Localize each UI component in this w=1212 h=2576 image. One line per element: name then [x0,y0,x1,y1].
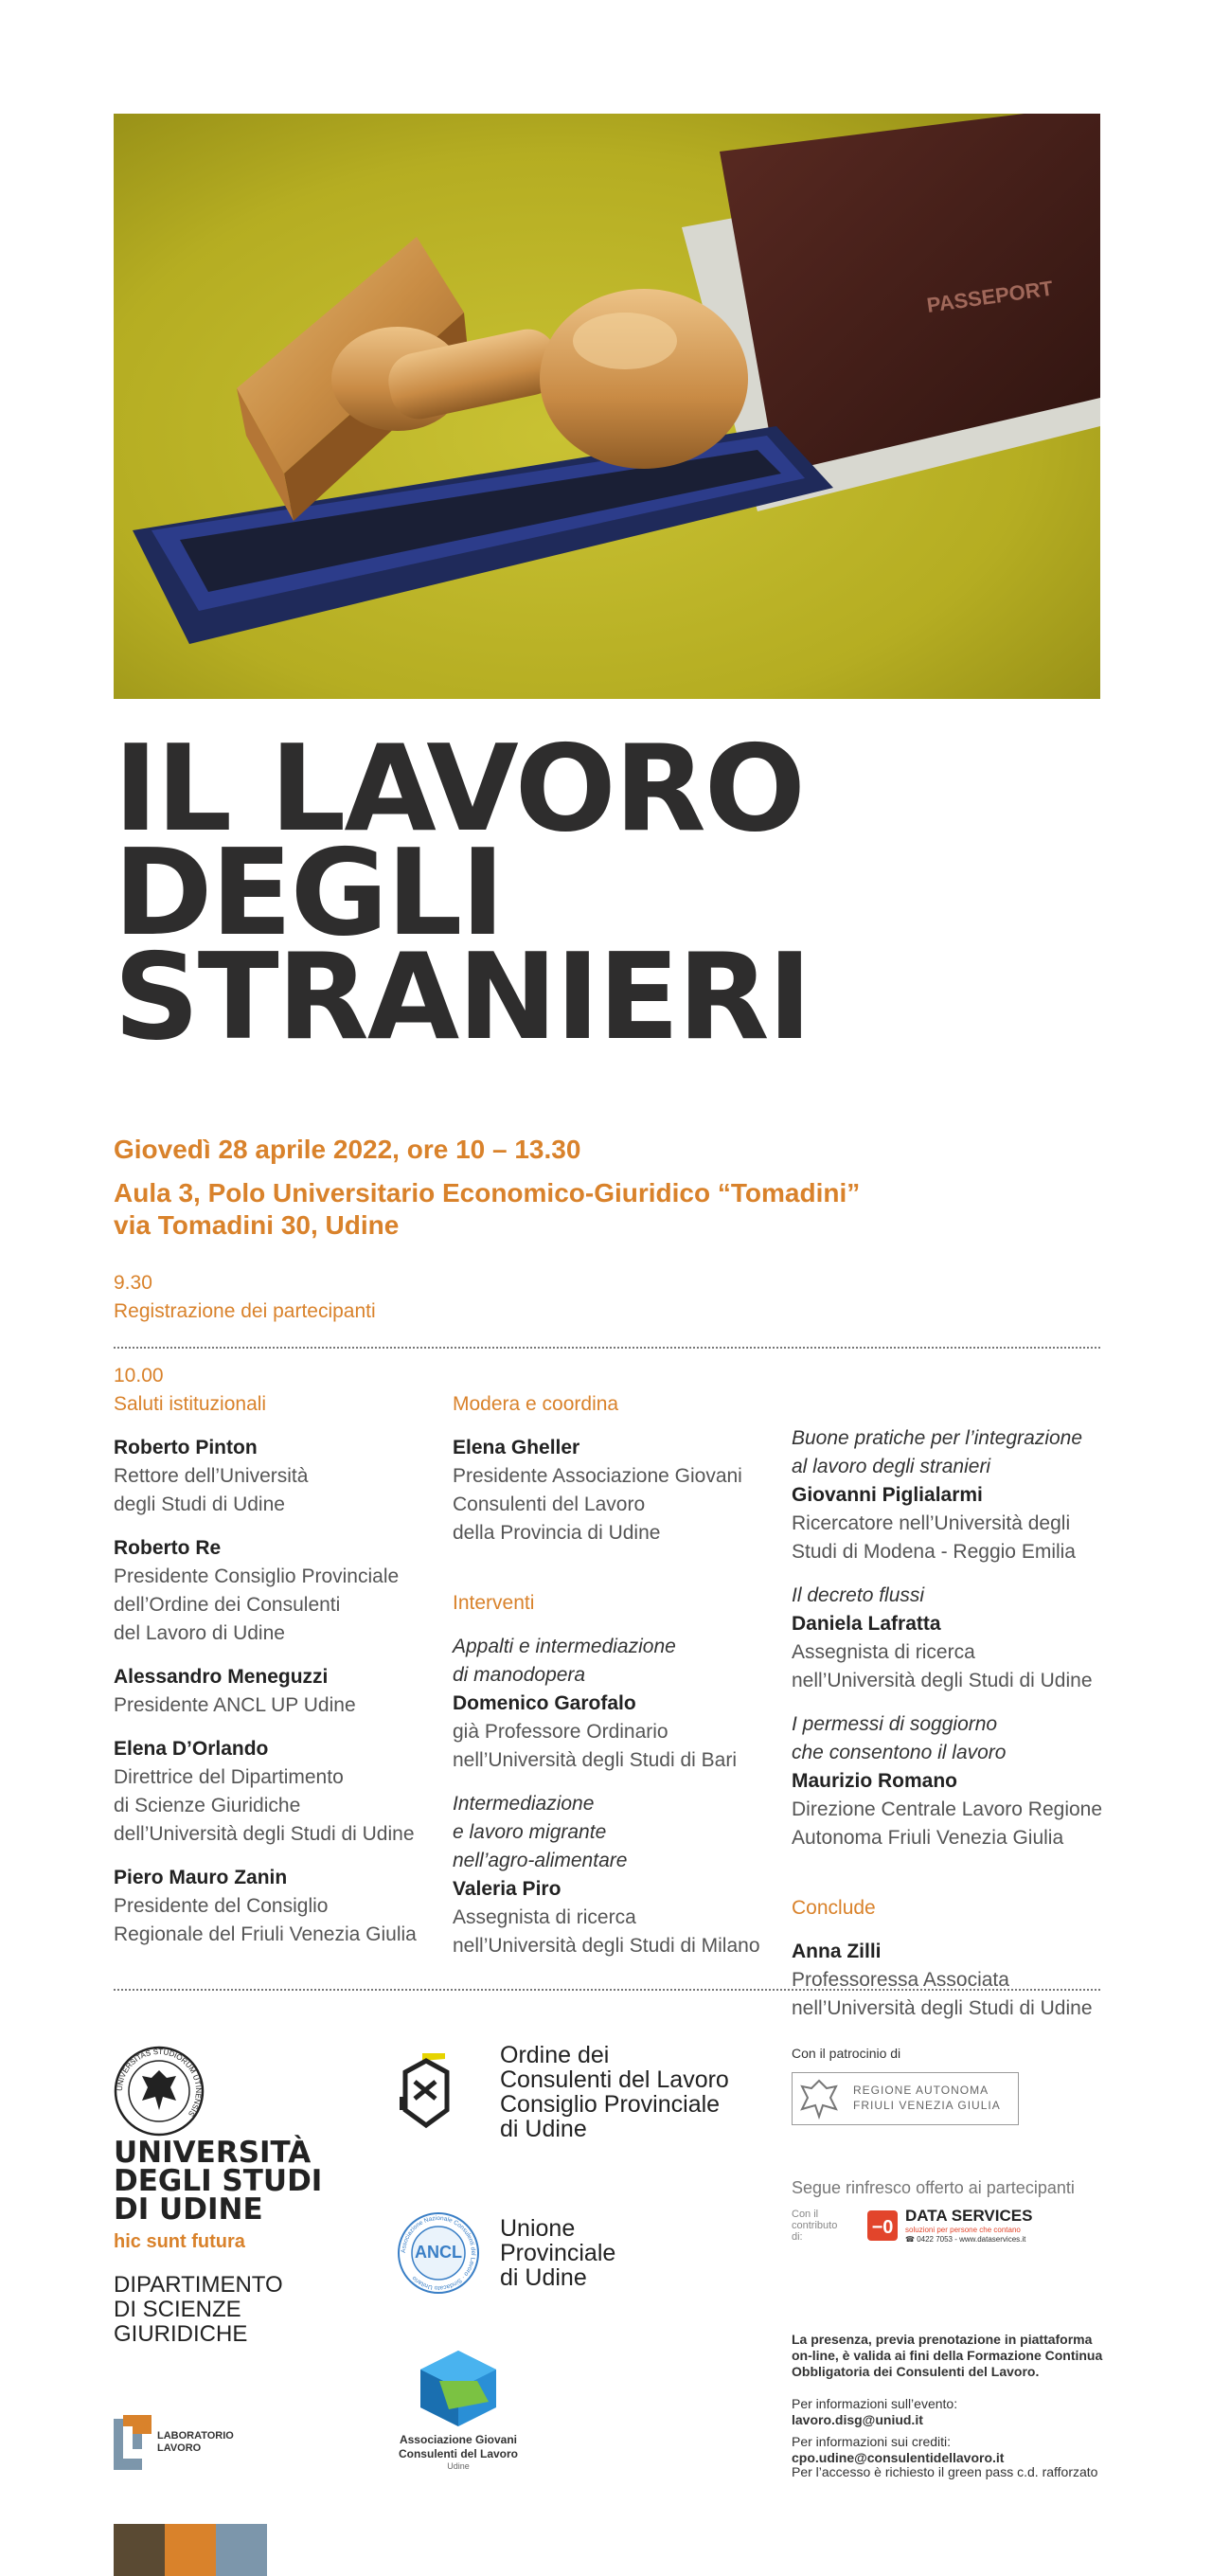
speaker-role: già Professore Ordinario [453,1721,668,1743]
unione-line: di Udine [500,2264,587,2291]
speaker-role: Consulenti del Lavoro [453,1494,646,1515]
color-swatch [165,2524,216,2576]
title-line: IL LAVORO [114,719,804,858]
unione-name [500,2216,615,2290]
laboratorio-lavoro-logo [114,2415,246,2472]
contributo-label [792,2209,837,2243]
speaker-role: Regionale del Friuli Venezia Giulia [114,1923,417,1945]
speaker [114,1735,426,1849]
university-motto: hic sunt futura [114,2231,245,2252]
talk-topic: Il decreto flussi [792,1584,925,1606]
greenpass-note: Per l’accesso è richiesto il green pass c.d. rafforzato [792,2464,1098,2479]
university-name-line: UNIVERSITÀ [114,2136,312,2170]
speaker-role: di Scienze Giuridiche [114,1795,301,1816]
university-name-line: DI UDINE [114,2192,263,2227]
presence-line: Obbligatoria dei Consulenti del Lavoro. [792,2364,1040,2379]
talk-topic: nell’agro-alimentare [453,1850,628,1871]
color-swatch [114,2524,165,2576]
speaker-role: dell’Ordine dei Consulenti [114,1594,341,1616]
patrocinio-label: Con il patrocinio di [792,2046,901,2061]
data-services-icon [865,2209,900,2243]
hero-photo [114,114,1100,699]
speaker-name: Giovanni Piglialarmi [792,1484,983,1506]
talk [453,1633,775,1775]
giovani-hex-icon [411,2349,506,2428]
divider [114,1989,1100,1991]
data-services-logo [865,2207,1055,2245]
giovani-logo [383,2349,534,2481]
speaker-name: Elena Gheller [453,1437,580,1458]
lab-line: LAVORO [157,2442,202,2454]
speaker-role: Presidente Consiglio Provinciale [114,1565,400,1587]
talk-topic: che consentono il lavoro [792,1742,1007,1763]
speaker-role: Professoressa Associata [792,1969,1009,1991]
place-line: Aula 3, Polo Universitario Economico-Giuridico “Tomadini” [114,1178,861,1208]
presence-line: La presenza, previa prenotazione in piattaforma [792,2332,1093,2347]
event-info-email[interactable]: lavoro.disg@uniud.it [792,2412,923,2427]
speaker [114,1864,426,1949]
speaker-name: Anna Zilli [792,1941,882,1962]
giovani-line: Associazione Giovani [399,2433,518,2446]
speaker-role: Presidente Associazione Giovani [453,1465,742,1487]
contrib-line: Con il [792,2209,819,2220]
presence-line: on-line, è valida ai fini della Formazione Continua [792,2348,1103,2363]
section-heading: Interventi [453,1592,535,1614]
section-heading: Modera e coordina [453,1393,619,1415]
department-line: DIPARTIMENTO [114,2272,283,2298]
region-line: REGIONE AUTONOMA [853,2084,989,2097]
svg-text:−0: −0 [871,2217,894,2238]
ordine-line: Consulenti del Lavoro [500,2066,729,2093]
speaker-name: Valeria Piro [453,1878,561,1900]
sponsor-name: DATA SERVICES [905,2207,1033,2225]
talk [792,1424,1104,1566]
speaker [453,1434,775,1547]
speaker-role: degli Studi di Udine [114,1494,285,1515]
event-info-label: Per informazioni sull’evento: [792,2396,958,2411]
ordine-line: Consiglio Provinciale [500,2091,721,2118]
ordine-logo-icon [398,2053,458,2138]
talk-topic: I permessi di soggiorno [792,1713,998,1735]
svg-text:UNIVERSITAS STUDIORUM UTINENSI: UNIVERSITAS STUDIORUM UTINENSIS [115,2047,204,2119]
registration [114,1269,376,1326]
talk-topic: al lavoro degli stranieri [792,1456,991,1477]
university-seal-icon [114,2046,205,2141]
ordine-line: Ordine dei [500,2042,610,2068]
speaker-role: Presidente ANCL UP Udine [114,1694,356,1716]
divider [114,1347,1100,1349]
registration-label: Registrazione dei partecipanti [114,1300,376,1322]
svg-text:Associazione Nazionale Consule: Associazione Nazionale Consulenti del Lavoro · Sindacato Unitario [400,2214,477,2292]
eagle-icon [798,2077,840,2120]
talk [792,1710,1104,1852]
speaker-role: nell’Università degli Studi di Bari [453,1749,737,1771]
department-line: DI SCIENZE [114,2297,241,2322]
speaker-role: dell’Università degli Studi di Udine [114,1823,415,1845]
ordine-line: di Udine [500,2116,587,2142]
speaker-role: Direttrice del Dipartimento [114,1766,344,1788]
university-name [114,2136,323,2227]
university-name-line: DEGLI STUDI [114,2164,323,2198]
speaker-name: Alessandro Meneguzzi [114,1666,329,1688]
speaker-role: Rettore dell’Università [114,1465,309,1487]
sponsor-tagline: soluzioni per persone che contano [905,2226,1021,2234]
event-info [792,2396,957,2428]
svg-text:PASSEPORT: PASSEPORT [925,276,1055,317]
speaker-name: Maurizio Romano [792,1770,958,1792]
speaker-role: Assegnista di ricerca [453,1906,636,1928]
program-column-3 [792,1424,1104,2023]
speaker [792,1938,1104,2023]
speaker-role: nell’Università degli Studi di Udine [792,1997,1093,2019]
sponsor-contact: ☎ 0422 7053 - www.dataservices.it [905,2235,1026,2244]
section-heading: Conclude [792,1897,876,1919]
speaker [114,1534,426,1648]
speaker-name: Domenico Garofalo [453,1692,636,1714]
speaker-role: Autonoma Friuli Venezia Giulia [792,1827,1064,1849]
credits-info-email[interactable]: cpo.udine@consulentidellavoro.it [792,2450,1005,2465]
speaker-name: Piero Mauro Zanin [114,1867,288,1888]
speaker [114,1434,426,1519]
session-time: 10.00 [114,1365,164,1386]
speaker-role: Presidente del Consiglio [114,1895,329,1917]
talk-topic: Appalti e intermediazione [453,1636,676,1657]
speaker-name: Elena D’Orlando [114,1738,269,1760]
event-date: Giovedì 28 aprile 2022, ore 10 – 13.30 [114,1135,581,1164]
speaker-role: Assegnista di ricerca [792,1641,975,1663]
speaker-role: nell’Università degli Studi di Milano [453,1935,760,1957]
speaker-role: della Provincia di Udine [453,1522,661,1544]
region-line: FRIULI VENEZIA GIULIA [853,2099,1001,2112]
ancl-badge-icon [396,2210,481,2300]
program-column-2 [453,1390,775,1960]
regione-fvg-logo [792,2072,1019,2125]
event-place [114,1177,860,1242]
department-name [114,2273,283,2347]
speaker [114,1663,426,1720]
department-line: GIURIDICHE [114,2321,248,2347]
speaker-role: Studi di Modena - Reggio Emilia [792,1541,1076,1563]
credits-info-label: Per informazioni sui crediti: [792,2434,952,2449]
lab-line: LABORATORIO [157,2430,234,2442]
giovani-line: Consulenti del Lavoro [398,2447,518,2460]
talk-topic: Intermediazione [453,1793,595,1815]
title-line: DEGLI [114,823,504,962]
svg-text:ANCL: ANCL [415,2243,462,2262]
event-title [114,719,811,1066]
color-swatch [216,2524,267,2576]
speaker-role: Ricercatore nell’Università degli [792,1512,1071,1534]
registration-time: 9.30 [114,1272,152,1294]
speaker-name: Roberto Pinton [114,1437,258,1458]
credits-info [792,2434,1004,2466]
speaker-role: Direzione Centrale Lavoro Regione [792,1798,1103,1820]
title-line: STRANIERI [114,927,811,1066]
contrib-line: di: [792,2231,803,2243]
ordine-name [500,2043,729,2141]
talk-topic: di manodopera [453,1664,586,1686]
section-heading: Saluti istituzionali [114,1393,267,1415]
program-column-1 [114,1362,426,1949]
rinfresco-label: Segue rinfresco offerto ai partecipanti [792,2178,1075,2197]
speaker-name: Daniela Lafratta [792,1613,941,1635]
speaker-name: Roberto Re [114,1537,222,1559]
talk-topic: Buone pratiche per l’integrazione [792,1427,1083,1449]
place-line: via Tomadini 30, Udine [114,1210,400,1240]
speaker-role: del Lavoro di Udine [114,1622,285,1644]
contrib-line: contributo [792,2220,838,2231]
presence-note [792,2332,1102,2380]
talk [453,1790,775,1960]
talk [792,1582,1104,1695]
unione-line: Unione [500,2215,576,2242]
giovani-city: Udine [447,2461,470,2471]
speaker-role: nell’Università degli Studi di Udine [792,1670,1093,1691]
talk-topic: e lavoro migrante [453,1821,607,1843]
unione-line: Provinciale [500,2240,616,2266]
